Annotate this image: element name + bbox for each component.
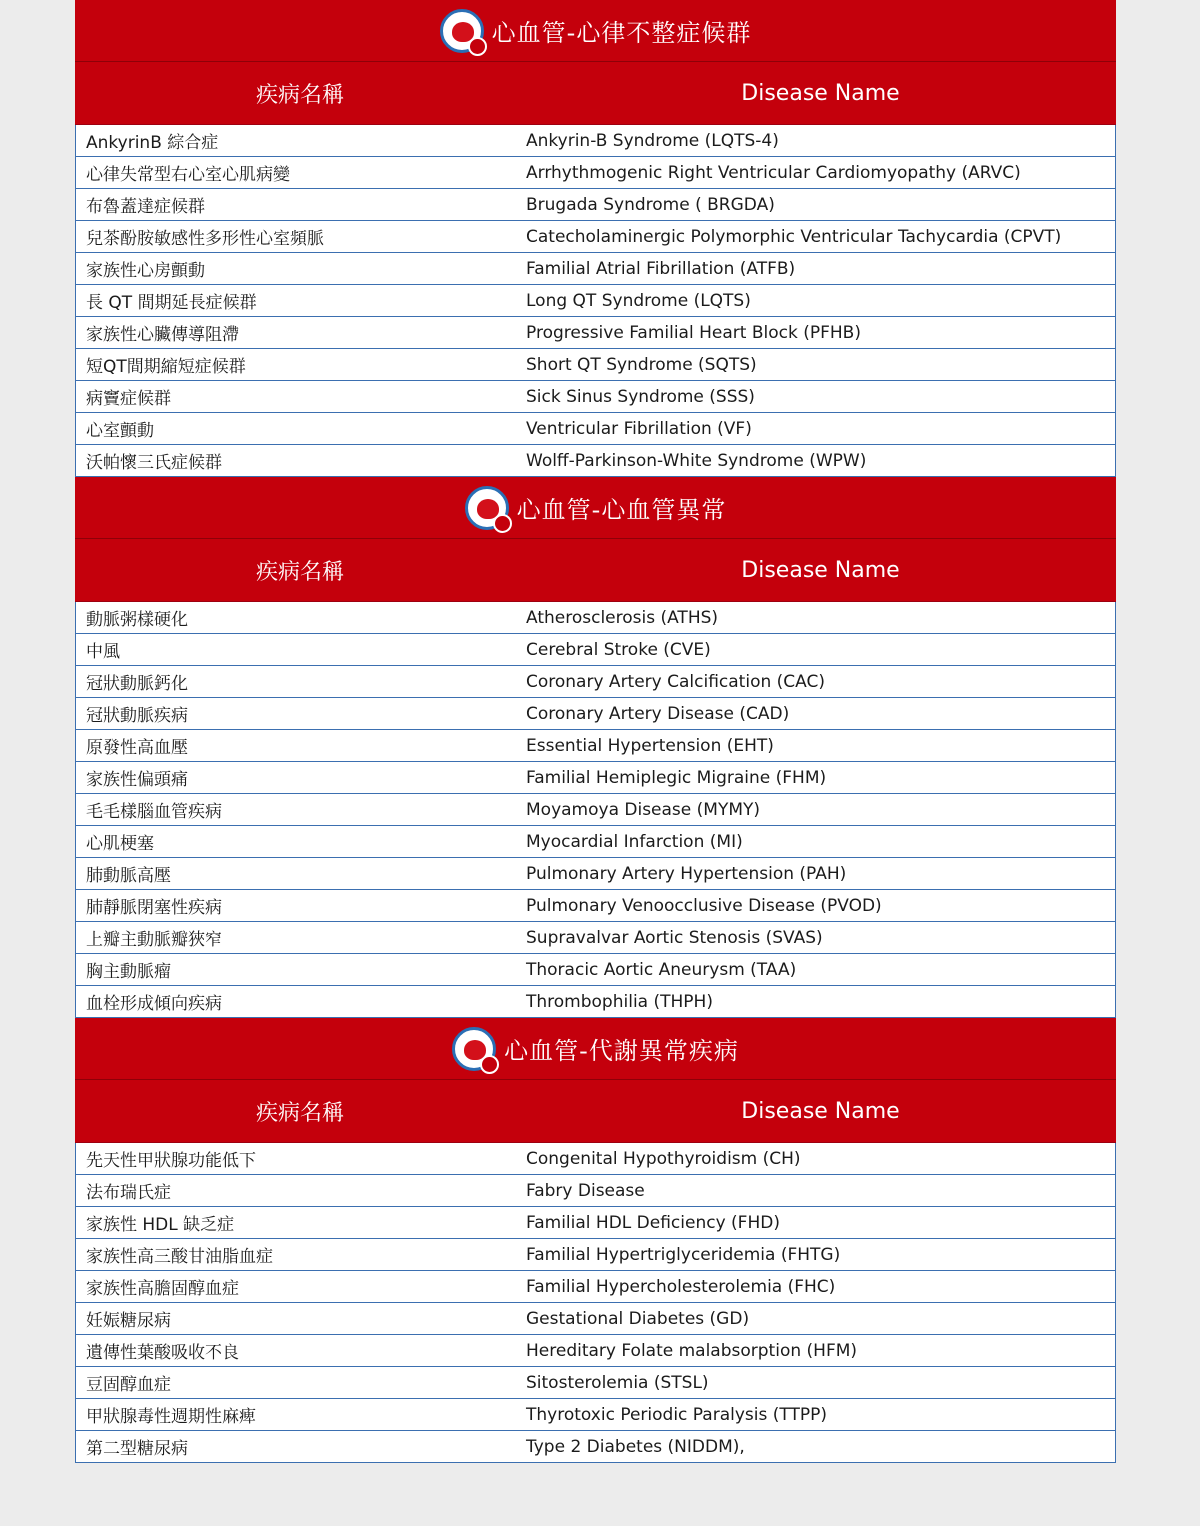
disease-name-en: Familial HDL Deficiency (FHD) [526,1212,780,1233]
table-row [75,1431,1116,1463]
table-row [75,157,1116,189]
section-metabolic-disorder [75,1018,1116,1463]
table-row [75,381,1116,413]
disease-name-en: Ventricular Fibrillation (VF) [526,418,752,439]
disease-name-zh: 肺靜脈閉塞性疾病 [86,898,222,918]
disease-name-en: Atherosclerosis (ATHS) [526,607,719,628]
table-row [75,1239,1116,1271]
disease-name-en: Cerebral Stroke (CVE) [526,639,711,660]
section-title: 心血管-代謝異常疾病 [504,1037,739,1065]
table-row [75,794,1116,826]
table-row [75,1175,1116,1207]
disease-name-zh: 短QT間期縮短症候群 [86,357,246,377]
disease-name-en: Ankyrin-B Syndrome (LQTS-4) [526,130,779,151]
header-disease-name-zh: 疾病名稱 [255,82,344,108]
section-banner [75,1018,1116,1080]
disease-name-en: Pulmonary Artery Hypertension (PAH) [526,863,847,884]
table-row [75,125,1116,157]
table-row [75,922,1116,954]
table-row [75,1399,1116,1431]
section-title: 心血管-心律不整症候群 [491,19,752,47]
table-row [75,666,1116,698]
disease-name-zh: 布魯蓋達症候群 [86,197,205,217]
table-row [75,634,1116,666]
disease-name-en: Myocardial Infarction (MI) [526,831,743,852]
disease-name-zh: 豆固醇血症 [86,1375,171,1395]
disease-name-en: Thrombophilia (THPH) [526,991,713,1012]
disease-name-en: Familial Atrial Fibrillation (ATFB) [526,258,796,279]
table-row [75,1367,1116,1399]
disease-name-zh: 遺傳性葉酸吸收不良 [86,1343,239,1363]
disease-name-zh: 血栓形成傾向疾病 [86,994,222,1014]
disease-name-zh: 毛毛樣腦血管疾病 [86,802,222,822]
disease-name-zh: 上瓣主動脈瓣狹窄 [86,930,222,950]
disease-name-en: Brugada Syndrome ( BRGDA) [526,194,775,215]
disease-name-zh: 冠狀動脈疾病 [86,706,188,726]
table-row [75,221,1116,253]
table-row [75,730,1116,762]
disease-name-zh: 動脈粥樣硬化 [86,610,188,630]
disease-name-en: Progressive Familial Heart Block (PFHB) [526,322,861,343]
disease-name-zh: 胸主動脈瘤 [86,962,171,982]
disease-name-zh: 長 QT 間期延長症候群 [86,293,257,313]
disease-name-zh: 家族性 HDL 缺乏症 [86,1215,235,1235]
disease-name-zh: 中風 [86,642,120,662]
table-row [75,189,1116,221]
disease-name-en: Sitosterolemia (STSL) [526,1372,709,1393]
table-row [75,890,1116,922]
heart-logo-icon [465,486,509,530]
disease-list-page [75,0,1116,1463]
disease-name-zh: 第二型糖尿病 [86,1439,188,1459]
table-row [75,253,1116,285]
disease-name-en: Wolff-Parkinson-White Syndrome (WPW) [526,450,867,471]
disease-name-zh: 原發性高血壓 [86,738,188,758]
table-row [75,1143,1116,1175]
table-row [75,954,1116,986]
disease-name-en: Short QT Syndrome (SQTS) [526,354,757,375]
heart-logo-icon [452,1027,496,1071]
header-disease-name-zh: 疾病名稱 [255,559,344,585]
table-row [75,858,1116,890]
disease-name-en: Familial Hypertriglyceridemia (FHTG) [526,1244,841,1265]
disease-name-zh: 法布瑞氏症 [86,1183,171,1203]
table-row [75,986,1116,1018]
section-banner [75,0,1116,62]
disease-name-zh: 家族性高膽固醇血症 [86,1279,239,1299]
disease-name-zh: 甲狀腺毒性週期性麻痺 [86,1407,256,1427]
section-arrhythmia [75,0,1116,477]
disease-name-zh: 沃帕懷三氏症候群 [86,453,222,473]
disease-name-zh: 家族性心臟傳導阻滯 [86,325,239,345]
table-row [75,1207,1116,1239]
disease-name-zh: 心肌梗塞 [86,834,154,854]
disease-name-zh: 家族性高三酸甘油脂血症 [86,1247,273,1267]
table-row [75,1271,1116,1303]
disease-name-en: Coronary Artery Disease (CAD) [526,703,790,724]
disease-name-en: Hereditary Folate malabsorption (HFM) [526,1340,858,1361]
table-row [75,413,1116,445]
disease-name-zh: 家族性心房顫動 [86,261,205,281]
header-disease-name-en: Disease Name [741,80,900,106]
disease-name-en: Congenital Hypothyroidism (CH) [526,1148,801,1169]
disease-name-en: Type 2 Diabetes (NIDDM), [526,1436,745,1457]
table-row [75,826,1116,858]
heart-logo-icon [440,9,484,53]
table-row [75,285,1116,317]
disease-name-en: Moyamoya Disease (MYMY) [526,799,761,820]
disease-name-en: Gestational Diabetes (GD) [526,1308,750,1329]
header-disease-name-zh: 疾病名稱 [255,1100,344,1126]
disease-name-en: Supravalvar Aortic Stenosis (SVAS) [526,927,823,948]
disease-name-en: Thoracic Aortic Aneurysm (TAA) [526,959,797,980]
disease-name-en: Sick Sinus Syndrome (SSS) [526,386,755,407]
disease-name-zh: 妊娠糖尿病 [86,1311,171,1331]
disease-name-en: Familial Hemiplegic Migraine (FHM) [526,767,827,788]
table-row [75,1335,1116,1367]
table-row [75,349,1116,381]
disease-name-en: Long QT Syndrome (LQTS) [526,290,751,311]
disease-name-zh: 心室顫動 [86,421,154,441]
disease-name-en: Arrhythmogenic Right Ventricular Cardiomyopathy (ARVC) [526,162,1021,183]
header-disease-name-en: Disease Name [741,557,900,583]
disease-name-zh: 冠狀動脈鈣化 [86,674,188,694]
section-banner [75,477,1116,539]
table-row [75,1303,1116,1335]
table-row [75,445,1116,477]
header-disease-name-en: Disease Name [741,1098,900,1124]
table-row [75,317,1116,349]
disease-name-en: Fabry Disease [526,1180,645,1201]
table-header [75,62,1116,125]
disease-name-en: Thyrotoxic Periodic Paralysis (TTPP) [526,1404,827,1425]
disease-name-en: Catecholaminergic Polymorphic Ventricular Tachycardia (CPVT) [526,226,1062,247]
disease-name-en: Familial Hypercholesterolemia (FHC) [526,1276,836,1297]
table-row [75,602,1116,634]
disease-name-zh: 肺動脈高壓 [86,866,171,886]
table-header [75,539,1116,602]
disease-name-en: Coronary Artery Calcification (CAC) [526,671,825,692]
table-row [75,762,1116,794]
section-title: 心血管-心血管異常 [516,496,727,524]
disease-name-zh: 兒茶酚胺敏感性多形性心室頻脈 [86,229,324,249]
disease-name-en: Essential Hypertension (EHT) [526,735,774,756]
disease-name-zh: 家族性偏頭痛 [86,770,188,790]
disease-name-zh: 先天性甲狀腺功能低下 [86,1151,256,1171]
disease-name-en: Pulmonary Venoocclusive Disease (PVOD) [526,895,882,916]
disease-name-zh: 病竇症候群 [86,389,171,409]
disease-name-zh: AnkyrinB 綜合症 [86,133,219,153]
table-row [75,698,1116,730]
table-header [75,1080,1116,1143]
section-cardiovascular-abnormality [75,477,1116,1018]
disease-name-zh: 心律失常型右心室心肌病變 [86,165,290,185]
